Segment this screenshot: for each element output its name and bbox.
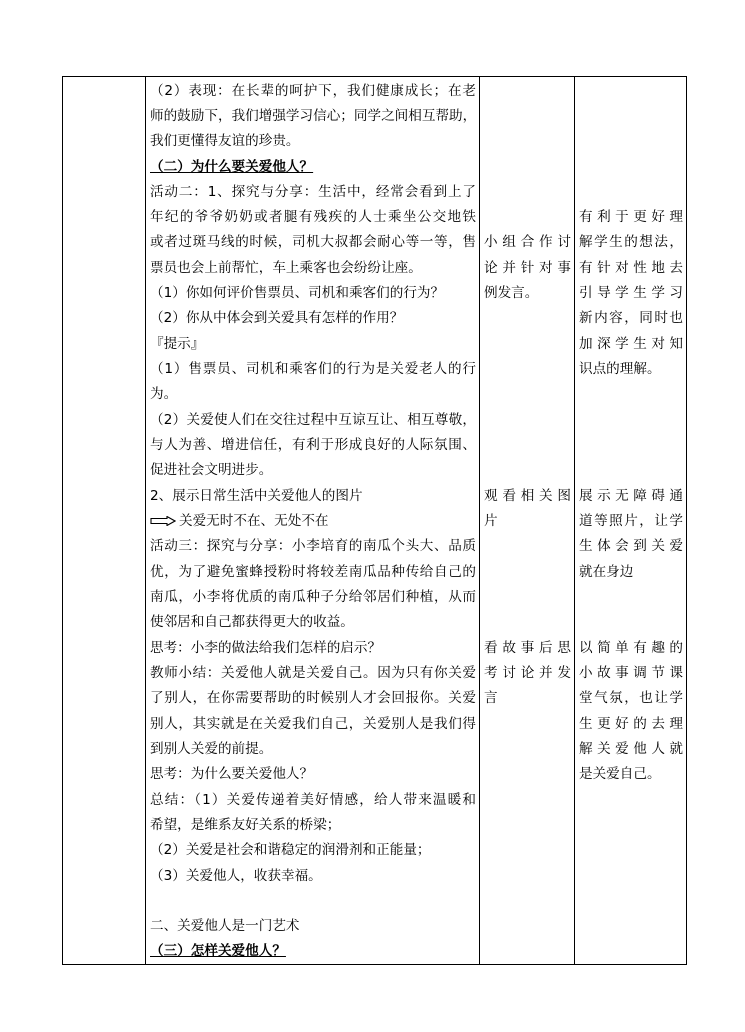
content-line: 到别人关爱的前提。 bbox=[150, 741, 273, 757]
content-line: 年纪的爷爷奶奶或者腿有残疾的人士乘坐公交地铁 bbox=[150, 209, 476, 225]
content-line: 希望，是维系友好关系的桥梁； bbox=[150, 817, 341, 833]
content-line: 使邻居和自己都获得更大的收益。 bbox=[150, 614, 354, 630]
content-line: 活动二：1、探究与分享：生活中，经常会看到上了 bbox=[150, 184, 476, 200]
intent-line: 解学生的想法， bbox=[579, 234, 683, 250]
content-line: 总结：（1）关爱传递着美好情感，给人带来温暖和 bbox=[150, 792, 476, 808]
intent-line: 生体会到关爱 bbox=[579, 538, 683, 554]
intent-line: 新内容，同时也 bbox=[579, 310, 683, 326]
content-line: （1）售票员、司机和乘客们的行为是关爱老人的行 bbox=[150, 361, 476, 377]
content-line: 我们更懂得友谊的珍贵。 bbox=[150, 133, 300, 149]
intent-line: 是关爱自己。 bbox=[579, 766, 661, 782]
content-line: 别人，其实就是在关爱我们自己，关爱别人是我们得 bbox=[150, 716, 476, 732]
content-line: （2）关爱是社会和谐稳定的润滑剂和正能量； bbox=[150, 842, 431, 858]
section-heading: （二）为什么要关爱他人？ bbox=[150, 159, 314, 175]
lesson-plan-table bbox=[62, 76, 687, 965]
content-line: （1）你如何评价售票员、司机和乘客们的行为？ bbox=[150, 285, 445, 301]
intent-line: 道等照片，让学 bbox=[579, 513, 683, 529]
content-line: 了别人，在你需要帮助的时候别人才会回报你。关爱 bbox=[150, 690, 476, 706]
content-line-with-arrow bbox=[150, 513, 476, 529]
table-row bbox=[63, 77, 687, 965]
intent-line: 就在身边 bbox=[579, 564, 634, 580]
content-line: （3）关爱他人，收获幸福。 bbox=[150, 868, 322, 884]
intent-line: 引导学生学习 bbox=[579, 285, 683, 301]
content-line: 优，为了避免蜜蜂授粉时将较差南瓜品种传给自己的 bbox=[150, 564, 476, 580]
intent-line: 识点的理解。 bbox=[579, 361, 661, 377]
content-line: 促进社会文明进步。 bbox=[150, 462, 273, 478]
content-line: （2）关爱使人们在交往过程中互谅互让、相互尊敬， bbox=[150, 412, 476, 428]
student-line: 论并针对事 bbox=[484, 260, 571, 276]
content-line: 为。 bbox=[150, 386, 178, 402]
content-line: 票员也会上前帮忙，车上乘客也会纷纷让座。 bbox=[150, 260, 422, 276]
intent-line: 有利于更好理 bbox=[579, 209, 683, 225]
intent-line: 以简单有趣的 bbox=[579, 640, 683, 656]
content-line: 二、关爱他人是一门艺术 bbox=[150, 918, 300, 934]
intent-line: 生更好的去理 bbox=[579, 716, 683, 732]
section-heading: （三）怎样关爱他人？ bbox=[150, 943, 286, 959]
right-arrow-icon bbox=[150, 516, 176, 526]
intent-line: 解关爱他人就 bbox=[579, 741, 683, 757]
intent-line: 展示无障碍通 bbox=[579, 488, 683, 504]
student-line: 看故事后思 bbox=[484, 640, 571, 656]
design-intent-cell bbox=[575, 77, 687, 965]
content-line: 『提示』 bbox=[150, 336, 205, 352]
student-line: 小组合作讨 bbox=[484, 234, 571, 250]
student-line: 例发言。 bbox=[484, 285, 539, 301]
content-line: 南瓜，小李将优质的南瓜种子分给邻居们种植，从而 bbox=[150, 589, 476, 605]
content-line: 2、展示日常生活中关爱他人的图片 bbox=[150, 488, 363, 504]
student-activity-cell bbox=[480, 77, 575, 965]
student-line: 考讨论并发 bbox=[484, 665, 571, 681]
content-line: （2）你从中体会到关爱具有怎样的作用？ bbox=[150, 310, 404, 326]
intent-line: 小故事调节课 bbox=[579, 665, 683, 681]
column-empty-cell bbox=[63, 77, 146, 965]
intent-line: 堂气氛，也让学 bbox=[579, 690, 683, 706]
student-line: 言 bbox=[484, 690, 498, 706]
intent-line: 有针对性地去 bbox=[579, 260, 683, 276]
student-line: 片 bbox=[484, 513, 498, 529]
content-line: 思考：为什么要关爱他人？ bbox=[150, 766, 314, 782]
content-line: 活动三：探究与分享：小李培育的南瓜个头大、品质 bbox=[150, 538, 476, 554]
content-line: 思考：小李的做法给我们怎样的启示？ bbox=[150, 640, 382, 656]
content-line: 教师小结：关爱他人就是关爱自己。因为只有你关爱 bbox=[150, 665, 476, 681]
student-line: 观看相关图 bbox=[484, 488, 571, 504]
content-line: 或者过斑马线的时候，司机大叔都会耐心等一等，售 bbox=[150, 234, 476, 250]
content-line: 与人为善、增进信任，有利于形成良好的人际氛围、 bbox=[150, 437, 476, 453]
content-line: （2）表现：在长辈的呵护下，我们健康成长；在老 bbox=[150, 83, 476, 99]
intent-line: 加深学生对知 bbox=[579, 336, 683, 352]
content-line: 师的鼓励下，我们增强学习信心；同学之间相互帮助， bbox=[150, 108, 477, 124]
content-line-text: 关爱无时不在、无处不在 bbox=[179, 513, 329, 529]
teaching-content-cell bbox=[146, 77, 480, 965]
